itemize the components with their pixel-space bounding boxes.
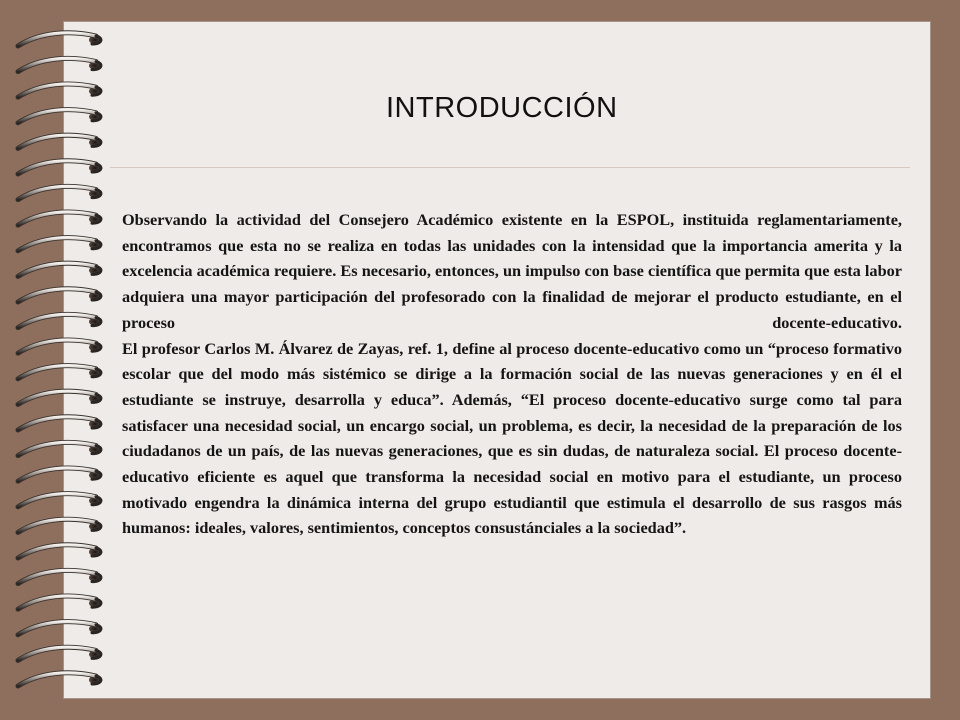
title-divider: [110, 167, 910, 168]
spiral-coil: [18, 186, 101, 199]
spiral-coil: [18, 545, 101, 558]
spiral-coil: [18, 596, 101, 609]
paragraph-2: El profesor Carlos M. Álvarez de Zayas, ref. 1, define al proceso docente-educativo como un “proceso formativo escolar que del modo más sistémico se dirige a la formación social de las nuevas generaciones y en él el estudiante se instruye, desarrolla y educa”. Además, “El proceso docente-educativo surge como tal para satisfacer una necesidad social, un encargo social, un problema, es decir, la necesidad de la preparación de los ciudadanos de un país, de las nuevas generaciones, que es sin dudas, de naturaleza social. El proceso docente-educativo eficiente es aquel que transforma la necesidad social en motivo para el estudiante, un proceso motivado engendra la dinámica interna del grupo estudiantil que estimula el desarrollo de sus rasgos más humanos: ideales, valores, sentimientos, conceptos consustánciales a la sociedad”.: [122, 338, 902, 538]
paragraph-1: Observando la actividad del Consejero Académico existente en la ESPOL, instituida reglamentariamente, encontramos que esta no se realiza en todas las unidades con la intensidad que la importancia amerita y la excelencia académica requiere. Es necesario, entonces, un impulso con base científica que permita que esta labor adquiera una mayor participación del profesorado con la finalidad de mejorar el producto estudiante, en el proceso docente-educativo.: [122, 210, 902, 332]
spiral-binding: [0, 0, 124, 720]
spiral-coil: [18, 33, 101, 46]
spiral-coil: [18, 263, 101, 276]
spiral-coil: [18, 314, 101, 327]
spiral-coil: [18, 289, 101, 302]
spiral-coil: [18, 622, 101, 635]
spiral-coil: [18, 212, 101, 225]
spiral-coil: [18, 494, 101, 507]
page-title: INTRODUCCIÓN: [386, 92, 618, 124]
spiral-coil: [18, 110, 101, 123]
spiral-coil: [18, 519, 101, 532]
spiral-coil: [18, 468, 101, 481]
spiral-coil: [18, 391, 101, 404]
body-text: [122, 207, 902, 541]
spiral-coil: [18, 673, 101, 686]
spiral-coil: [18, 417, 101, 430]
spiral-coil: [18, 161, 101, 174]
spiral-coil: [18, 340, 101, 353]
spiral-coil: [18, 366, 101, 379]
spiral-coil: [18, 84, 101, 97]
spiral-coil: [18, 135, 101, 148]
spiral-coil: [18, 58, 101, 71]
spiral-coil: [18, 647, 101, 660]
spiral-coil: [18, 570, 101, 583]
spiral-coil: [18, 238, 101, 251]
spiral-coil: [18, 442, 101, 455]
